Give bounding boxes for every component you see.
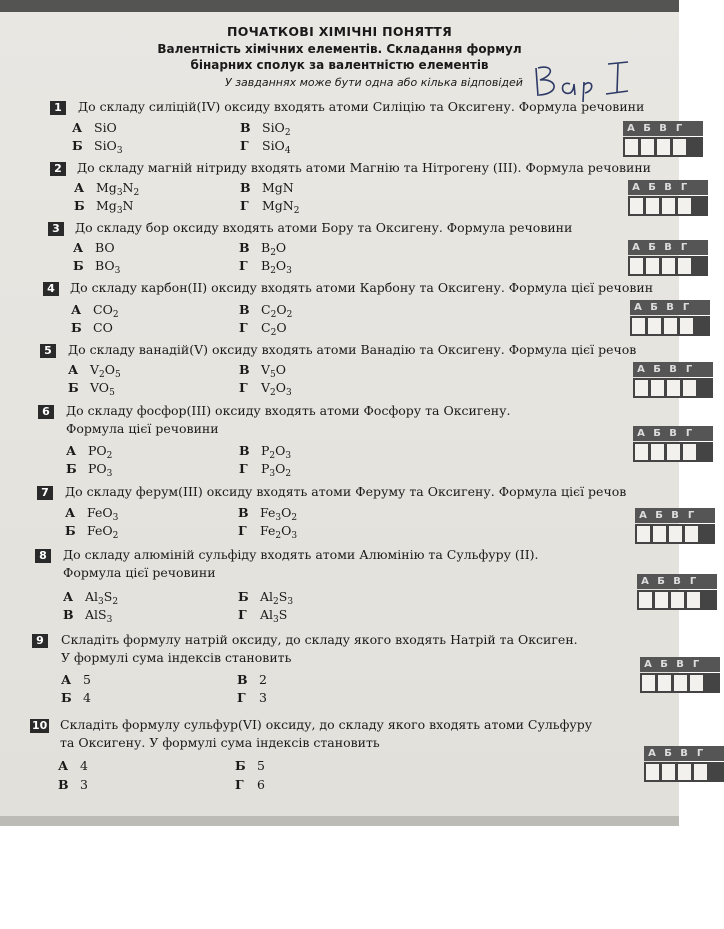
question-text: Складіть формулу натрій оксиду, до складу якого входять Натрій та Оксиген. xyxy=(61,632,578,647)
answer-option-value: 4 xyxy=(80,758,88,773)
answer-grid-letter: Г xyxy=(675,123,683,134)
answer-option-В[interactable] xyxy=(239,362,287,380)
answer-checkbox-А[interactable] xyxy=(635,444,648,460)
answer-checkbox-В[interactable] xyxy=(667,380,680,396)
answer-grid-cells xyxy=(628,256,708,276)
answer-option-letter: Б xyxy=(71,320,82,335)
answer-option-В[interactable] xyxy=(63,607,113,625)
answer-option-value: 5 xyxy=(83,672,91,687)
answer-option-А[interactable] xyxy=(66,443,113,461)
answer-option-value: FeO$_3$ xyxy=(87,505,119,523)
question-number-badge: 7 xyxy=(37,486,53,500)
answer-grid-letter: А xyxy=(639,510,647,521)
answer-option-value: 2 xyxy=(259,672,267,687)
answer-option-letter: В xyxy=(237,672,248,687)
answer-option-Б[interactable] xyxy=(65,523,119,541)
answer-option-Б[interactable] xyxy=(71,320,113,335)
question-text: До складу ванадій(V) оксиду входять атоми Ванадію та Оксигену. Формула цієї речов xyxy=(68,342,637,357)
answer-checkbox-Г[interactable] xyxy=(673,139,686,155)
answer-option-letter: Б xyxy=(73,258,84,273)
answer-option-value: 3 xyxy=(80,777,88,792)
answer-option-А[interactable] xyxy=(65,505,119,523)
answer-option-letter: В xyxy=(239,362,250,377)
answer-grid-header xyxy=(623,121,703,136)
answer-grid-cells xyxy=(628,196,708,216)
question-text: Складіть формулу сульфур(VI) оксиду, до складу якого входять атоми Сульфуру xyxy=(60,717,593,732)
answer-option-Г[interactable] xyxy=(235,777,265,792)
answer-option-letter: Б xyxy=(65,523,76,538)
answer-option-letter: Г xyxy=(239,320,248,335)
answer-grid-letter: А xyxy=(632,182,640,193)
answer-checkbox-Г[interactable] xyxy=(683,380,696,396)
answer-option-letter: В xyxy=(239,240,250,255)
question-text: До складу бор оксиду входять атоми Бору та Оксигену. Формула речовини xyxy=(75,220,573,235)
answer-grid-letter: Б xyxy=(648,182,656,193)
answer-option-Г[interactable] xyxy=(238,607,288,625)
question-text: Формула цієї речовини xyxy=(63,565,216,580)
answer-option-А[interactable] xyxy=(73,240,115,255)
answer-option-letter: А xyxy=(66,443,77,458)
page-title: ПОЧАТКОВІ ХІМІЧНІ ПОНЯТТЯ xyxy=(226,24,453,39)
answer-checkbox-А[interactable] xyxy=(630,198,643,214)
answer-option-Г[interactable] xyxy=(239,461,292,479)
answer-checkbox-В[interactable] xyxy=(671,592,684,608)
answer-option-value: $P_3O_2$ xyxy=(261,461,292,479)
answer-option-value: $P_2O_3$ xyxy=(261,443,292,461)
question-text: До складу ферум(III) оксиду входять атоми Феруму та Оксигену. Формула цієї речов xyxy=(65,484,627,499)
answer-option-letter: Г xyxy=(239,258,248,273)
answer-checkbox-Б[interactable] xyxy=(646,258,659,274)
answer-option-value: $V_5O$ xyxy=(261,362,287,380)
answer-checkbox-Б[interactable] xyxy=(651,380,664,396)
answer-option-Б[interactable] xyxy=(72,138,123,156)
answer-option-Г[interactable] xyxy=(237,690,267,705)
answer-option-letter: Г xyxy=(239,380,248,395)
answer-option-letter: В xyxy=(58,777,69,792)
answer-grid-cells xyxy=(633,442,713,462)
answer-grid xyxy=(628,180,688,216)
answer-option-letter: А xyxy=(73,240,84,255)
answer-option-letter: В xyxy=(239,443,250,458)
answer-option-value: $V_2O_3$ xyxy=(261,380,292,398)
answer-checkbox-Б[interactable] xyxy=(662,764,675,780)
answer-checkbox-Б[interactable] xyxy=(658,675,671,691)
question-number-badge: 8 xyxy=(35,549,51,563)
answer-grid-letter: А xyxy=(648,748,656,759)
answer-option-letter: А xyxy=(68,362,79,377)
question-number-badge: 10 xyxy=(32,719,48,732)
answer-grid-letter: Б xyxy=(653,364,661,375)
page-subtitle-line-1: Валентність хімічних елементів. Складання формул xyxy=(157,42,522,56)
answer-option-value: $PO_3$ xyxy=(88,461,113,479)
answer-grid-cells xyxy=(630,316,710,336)
answer-grid-cells xyxy=(640,673,720,693)
answer-grid-letter: Г xyxy=(696,748,704,759)
answer-option-value: $C_2O$ xyxy=(261,320,287,338)
answer-option-letter: В xyxy=(238,505,249,520)
answer-grid-cells xyxy=(633,378,713,398)
answer-grid xyxy=(633,362,693,398)
answer-checkbox-В[interactable] xyxy=(669,526,682,542)
answer-option-value: $V_2O_5$ xyxy=(90,362,121,380)
answer-option-letter: Б xyxy=(66,461,77,476)
answer-checkbox-А[interactable] xyxy=(625,139,638,155)
answer-option-value: MgN xyxy=(262,180,294,195)
answer-option-letter: Б xyxy=(61,690,72,705)
answer-checkbox-В[interactable] xyxy=(657,139,670,155)
answer-grid-letter: Б xyxy=(650,302,658,313)
answer-option-letter: В xyxy=(63,607,74,622)
answer-option-Б[interactable] xyxy=(74,198,134,216)
answer-grid xyxy=(635,508,695,544)
answer-checkbox-Б[interactable] xyxy=(641,139,654,155)
answer-grid-cells xyxy=(637,590,717,610)
answer-grid-letter: Г xyxy=(682,302,690,313)
answer-checkbox-Г[interactable] xyxy=(694,764,707,780)
answer-option-letter: А xyxy=(63,589,74,604)
answer-option-value: MgN$_2$ xyxy=(262,198,300,216)
answer-option-letter: В xyxy=(240,120,251,135)
answer-grid-letter: Г xyxy=(687,510,695,521)
answer-option-value: BO xyxy=(95,240,115,255)
answer-option-value: SiO xyxy=(94,120,117,135)
answer-option-value: $Fe_3O_2$ xyxy=(260,505,298,523)
answer-option-value: $PO_2$ xyxy=(88,443,113,461)
answer-option-value: SiO$_4$ xyxy=(262,138,291,156)
answer-option-value: $VO_5$ xyxy=(90,380,115,398)
answer-checkbox-А[interactable] xyxy=(630,258,643,274)
answer-option-value: $Fe_2O_3$ xyxy=(260,523,298,541)
question-number-badge: 1 xyxy=(50,101,66,115)
answer-option-А[interactable] xyxy=(72,120,117,135)
answer-grid xyxy=(623,121,683,157)
question-text: Формула цієї речовини xyxy=(66,421,219,436)
answer-option-Г[interactable] xyxy=(240,138,291,156)
answer-option-В[interactable] xyxy=(237,672,267,687)
answer-option-letter: Б xyxy=(74,198,85,213)
handwritten-variant-note xyxy=(530,58,640,102)
answer-checkbox-Г[interactable] xyxy=(680,318,693,334)
answer-grid-letter: Б xyxy=(664,748,672,759)
answer-option-В[interactable] xyxy=(238,505,298,523)
answer-grid-letter: А xyxy=(641,576,649,587)
question-text: До складу алюміній сульфіду входять атоми Алюмінію та Сульфуру (II). xyxy=(63,547,539,562)
answer-option-letter: А xyxy=(58,758,69,773)
answer-checkbox-В[interactable] xyxy=(667,444,680,460)
answer-checkbox-Б[interactable] xyxy=(655,592,668,608)
answer-grid-letter: В xyxy=(671,510,679,521)
question-text: До складу силіцій(IV) оксиду входять атоми Силіцію та Оксигену. Формула речовини xyxy=(78,99,645,114)
answer-checkbox-Г[interactable] xyxy=(690,675,703,691)
answer-option-В[interactable] xyxy=(240,120,291,138)
question-number-badge: 6 xyxy=(38,405,54,419)
answer-checkbox-В[interactable] xyxy=(662,258,675,274)
answer-grid-letter: В xyxy=(680,748,688,759)
answer-grid-letter: В xyxy=(664,242,672,253)
answer-grid-header xyxy=(628,180,708,195)
answer-option-letter: В xyxy=(239,302,250,317)
answer-checkbox-Г[interactable] xyxy=(678,258,691,274)
answer-option-letter: Г xyxy=(238,607,247,622)
answer-option-Б[interactable] xyxy=(68,380,115,398)
instruction-note: У завданнях може бути одна або кілька відповідей xyxy=(225,76,523,89)
answer-option-value: 3 xyxy=(259,690,267,705)
answer-checkbox-Г[interactable] xyxy=(687,592,700,608)
answer-option-letter: Б xyxy=(235,758,246,773)
answer-checkbox-А[interactable] xyxy=(642,675,655,691)
answer-option-Б[interactable] xyxy=(235,758,265,773)
answer-option-Г[interactable] xyxy=(239,258,292,276)
answer-grid-letter: Б xyxy=(657,576,665,587)
answer-checkbox-Б[interactable] xyxy=(653,526,666,542)
answer-option-value: $Al_3S$ xyxy=(260,607,288,625)
answer-grid-letter: А xyxy=(637,364,645,375)
answer-option-letter: А xyxy=(72,120,83,135)
answer-grid-letter: Б xyxy=(653,428,661,439)
question-number-badge: 2 xyxy=(50,162,66,176)
answer-grid-letter: В xyxy=(669,364,677,375)
answer-option-А[interactable] xyxy=(71,302,119,320)
answer-option-value: AlS$_3$ xyxy=(85,607,113,625)
answer-grid-letter: Б xyxy=(660,659,668,670)
answer-option-letter: В xyxy=(240,180,251,195)
answer-option-letter: Б xyxy=(68,380,79,395)
answer-option-В[interactable] xyxy=(240,180,294,195)
answer-grid-cells xyxy=(644,762,724,782)
answer-option-letter: Г xyxy=(240,198,249,213)
answer-option-value: $Al_2S_3$ xyxy=(260,589,294,607)
answer-option-value: $B_2O$ xyxy=(261,240,287,258)
answer-option-letter: А xyxy=(61,672,72,687)
answer-grid-header xyxy=(644,746,724,761)
answer-checkbox-В[interactable] xyxy=(664,318,677,334)
question-number-badge: 4 xyxy=(43,282,59,296)
answer-grid xyxy=(640,657,700,693)
answer-option-letter: Г xyxy=(238,523,247,538)
question-number-badge: 3 xyxy=(48,222,64,236)
answer-checkbox-В[interactable] xyxy=(674,675,687,691)
answer-grid-letter: В xyxy=(669,428,677,439)
answer-option-В[interactable] xyxy=(239,302,293,320)
answer-option-letter: А xyxy=(65,505,76,520)
answer-grid-letter: В xyxy=(666,302,674,313)
answer-grid-cells xyxy=(623,137,703,157)
question-text: До складу магній нітриду входять атоми Магнію та Нітрогену (III). Формула речовини xyxy=(77,160,652,175)
answer-option-letter: Б xyxy=(238,589,249,604)
answer-option-В[interactable] xyxy=(239,240,287,258)
answer-option-value: $C_2O_2$ xyxy=(261,302,293,320)
answer-grid xyxy=(637,574,697,610)
answer-grid-letter: А xyxy=(634,302,642,313)
question-number-badge: 5 xyxy=(40,344,56,358)
answer-option-value: 4 xyxy=(83,690,91,705)
answer-grid xyxy=(633,426,693,462)
answer-option-value: 6 xyxy=(257,777,265,792)
answer-option-Б[interactable] xyxy=(61,690,91,705)
answer-option-value: $BO_3$ xyxy=(95,258,121,276)
answer-grid-header xyxy=(640,657,720,672)
answer-grid-letter: А xyxy=(627,123,635,134)
answer-checkbox-Г[interactable] xyxy=(683,444,696,460)
answer-checkbox-А[interactable] xyxy=(635,380,648,396)
answer-option-value: $Mg_3N_2$ xyxy=(96,180,140,198)
answer-option-В[interactable] xyxy=(239,443,292,461)
answer-grid-header xyxy=(633,426,713,441)
answer-option-value: $B_2O_3$ xyxy=(261,258,292,276)
answer-checkbox-Б[interactable] xyxy=(646,198,659,214)
answer-option-letter: Б xyxy=(72,138,83,153)
answer-option-Г[interactable] xyxy=(238,523,298,541)
answer-grid-header xyxy=(630,300,710,315)
answer-option-letter: Г xyxy=(239,461,248,476)
answer-checkbox-Г[interactable] xyxy=(678,198,691,214)
answer-option-value: SiO$_3$ xyxy=(94,138,123,156)
answer-option-Г[interactable] xyxy=(239,320,287,338)
answer-grid xyxy=(630,300,690,336)
page-subtitle-line-2: бінарних сполук за валентністю елементів xyxy=(190,58,489,72)
answer-grid-header xyxy=(635,508,715,523)
answer-grid-letter: В xyxy=(676,659,684,670)
answer-option-letter: А xyxy=(71,302,82,317)
answer-grid-letter: Г xyxy=(685,364,693,375)
answer-checkbox-А[interactable] xyxy=(639,592,652,608)
answer-checkbox-Б[interactable] xyxy=(648,318,661,334)
answer-grid xyxy=(644,746,704,782)
answer-option-А[interactable] xyxy=(61,672,91,687)
answer-option-letter: А xyxy=(74,180,85,195)
answer-grid-letter: Б xyxy=(655,510,663,521)
answer-option-Б[interactable] xyxy=(238,589,294,607)
answer-grid-letter: А xyxy=(637,428,645,439)
answer-grid-header xyxy=(633,362,713,377)
answer-option-letter: Г xyxy=(235,777,244,792)
answer-option-А[interactable] xyxy=(58,758,88,773)
answer-grid-header xyxy=(628,240,708,255)
answer-option-value: CO xyxy=(93,320,113,335)
answer-grid-letter: Г xyxy=(689,576,697,587)
answer-option-value: FeO$_2$ xyxy=(87,523,119,541)
answer-option-Г[interactable] xyxy=(240,198,300,216)
answer-option-Б[interactable] xyxy=(66,461,113,479)
answer-grid-letter: А xyxy=(644,659,652,670)
page-bottom-edge xyxy=(0,816,679,826)
answer-grid-letter: Б xyxy=(643,123,651,134)
top-strip xyxy=(0,0,679,12)
answer-option-А[interactable] xyxy=(74,180,140,198)
answer-option-Б[interactable] xyxy=(73,258,121,276)
answer-option-value: $CO_2$ xyxy=(93,302,119,320)
answer-option-Г[interactable] xyxy=(239,380,292,398)
answer-option-value: $Al_3S_2$ xyxy=(85,589,119,607)
answer-grid-letter: Г xyxy=(680,242,688,253)
answer-option-value: 5 xyxy=(257,758,265,773)
answer-grid-letter: А xyxy=(632,242,640,253)
answer-grid-letter: В xyxy=(659,123,667,134)
answer-checkbox-В[interactable] xyxy=(678,764,691,780)
answer-checkbox-А[interactable] xyxy=(646,764,659,780)
question-number-badge: 9 xyxy=(32,634,48,648)
answer-option-А[interactable] xyxy=(68,362,121,380)
answer-grid-letter: В xyxy=(664,182,672,193)
question-text: та Оксигену. У формулі сума індексів становить xyxy=(60,735,380,750)
answer-checkbox-Г[interactable] xyxy=(685,526,698,542)
question-text: До складу фосфор(III) оксиду входять атоми Фосфору та Оксигену. xyxy=(66,403,511,418)
answer-grid-letter: Б xyxy=(648,242,656,253)
answer-checkbox-А[interactable] xyxy=(637,526,650,542)
answer-grid-letter: Г xyxy=(685,428,693,439)
answer-checkbox-Б[interactable] xyxy=(651,444,664,460)
answer-grid-letter: Г xyxy=(692,659,700,670)
answer-checkbox-В[interactable] xyxy=(662,198,675,214)
answer-grid-cells xyxy=(635,524,715,544)
answer-option-letter: Г xyxy=(237,690,246,705)
answer-option-letter: Г xyxy=(240,138,249,153)
question-text: До складу карбон(II) оксиду входять атоми Карбону та Оксигену. Формула цієї речовин xyxy=(70,280,654,295)
answer-grid-header xyxy=(637,574,717,589)
answer-grid xyxy=(628,240,688,276)
answer-option-value: SiO$_2$ xyxy=(262,120,291,138)
answer-option-value: $Mg_3N$ xyxy=(96,198,134,216)
answer-grid-letter: В xyxy=(673,576,681,587)
question-text: У формулі сума індексів становить xyxy=(61,650,292,665)
answer-option-В[interactable] xyxy=(58,777,88,792)
answer-option-А[interactable] xyxy=(63,589,119,607)
answer-grid-letter: Г xyxy=(680,182,688,193)
answer-checkbox-А[interactable] xyxy=(632,318,645,334)
